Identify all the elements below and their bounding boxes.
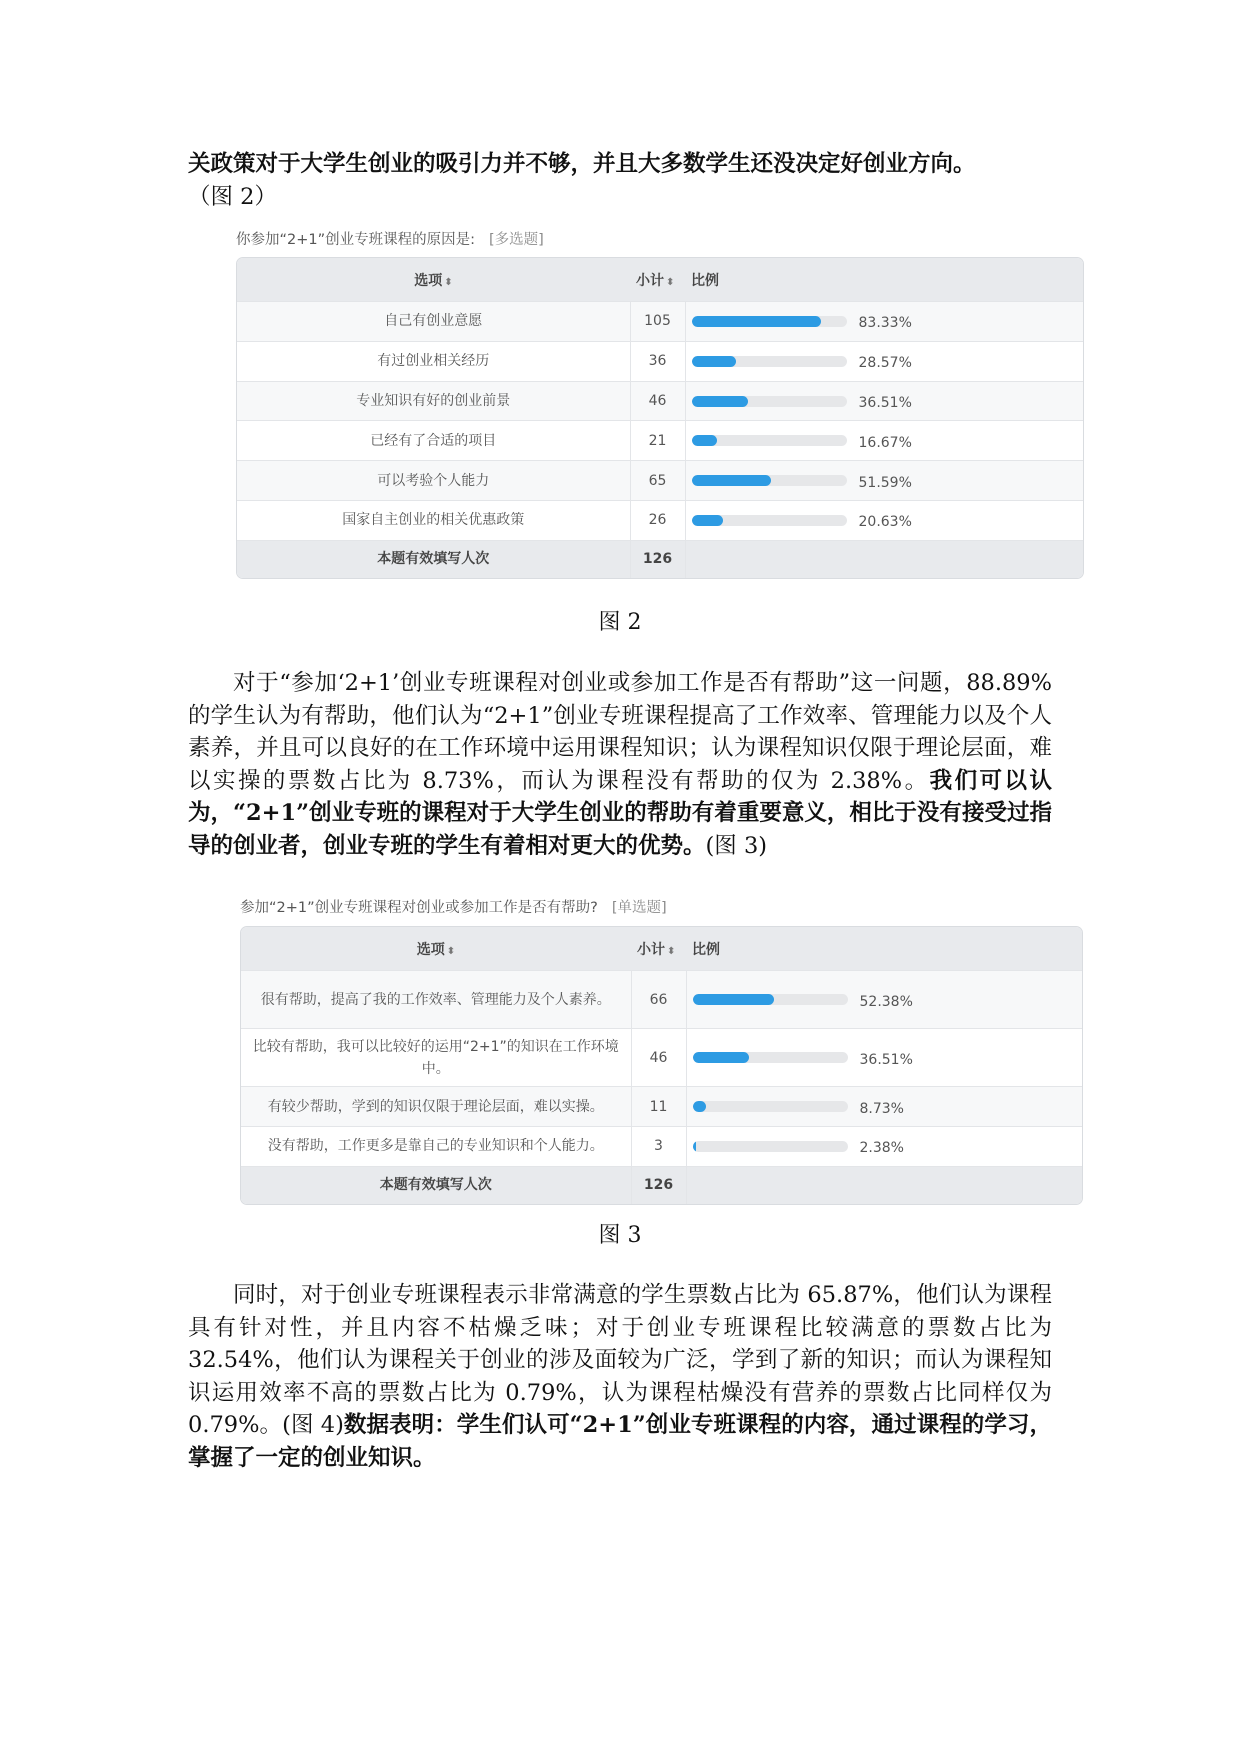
progress-bar	[693, 1101, 848, 1112]
table-total-row	[241, 1166, 1082, 1204]
progress-bar	[692, 356, 847, 367]
option-label: 专业知识有好的创业前景	[237, 381, 630, 421]
table-total-row	[237, 540, 1083, 578]
table-row	[237, 421, 1083, 461]
figure-caption-2: 图 2	[598, 610, 642, 635]
progress-bar	[693, 1052, 848, 1063]
figure-caption-3: 图 3	[598, 1223, 642, 1248]
intro-figure-ref: （图 2）	[188, 183, 277, 210]
ratio-percent: 2.38%	[859, 1140, 904, 1157]
ratio-cell	[685, 341, 1083, 381]
option-count: 105	[630, 302, 685, 342]
sort-icon: ⬍	[666, 276, 675, 288]
progress-fill	[692, 316, 821, 327]
progress-fill	[692, 515, 724, 526]
column-header-count[interactable]: 小计 ⬍	[630, 258, 685, 302]
ratio-cell	[686, 971, 1082, 1029]
progress-bar	[692, 316, 847, 327]
option-label: 很有帮助，提高了我的工作效率、管理能力及个人素养。	[241, 971, 631, 1029]
question-type-tag-1: [多选题]	[489, 232, 544, 248]
ratio-percent: 20.63%	[858, 514, 912, 531]
column-header-ratio: 比例	[686, 927, 1082, 971]
table-row	[241, 1127, 1082, 1167]
option-label: 自己有创业意愿	[237, 302, 630, 342]
progress-fill	[692, 356, 736, 367]
question-text-2: 参加“2+1”创业专班课程对创业或参加工作是否有帮助?	[240, 900, 598, 916]
help-bold-text: 我们可以认为，“2+1”创业专班的课程对于大学生创业的帮助有着重要意义，相比于没有接受过指导的创业者，创业专班的学生有着相对更大的优势。	[188, 767, 1052, 859]
table-row	[241, 1087, 1082, 1127]
progress-bar	[692, 435, 847, 446]
ratio-cell	[685, 501, 1083, 541]
table-row	[237, 302, 1083, 342]
progress-fill	[692, 475, 772, 486]
table-row	[237, 461, 1083, 501]
ratio-cell	[685, 381, 1083, 421]
ratio-percent: 52.38%	[859, 993, 913, 1010]
paragraph-satisfaction	[188, 1279, 1052, 1474]
total-label: 本题有效填写人次	[241, 1166, 631, 1204]
ratio-cell	[685, 461, 1083, 501]
column-header-option[interactable]: 选项 ⬍	[237, 258, 630, 302]
question-title-2	[240, 896, 667, 917]
progress-bar	[693, 1141, 848, 1152]
paragraph-help	[188, 667, 1052, 862]
results-table-1	[236, 257, 1084, 579]
sort-icon: ⬍	[667, 945, 676, 957]
sort-icon: ⬍	[444, 276, 453, 288]
table-row	[241, 971, 1082, 1029]
option-label: 比较有帮助，我可以比较好的运用“2+1”的知识在工作环境中。	[241, 1029, 631, 1087]
intro-bold-text: 关政策对于大学生创业的吸引力并不够，并且大多数学生还没决定好创业方向。	[188, 151, 976, 177]
satisfaction-bold-text: 数据表明：学生们认可“2+1”创业专班课程的内容，通过课程的学习，掌握了一定的创业知识。	[188, 1412, 1052, 1471]
option-count: 21	[630, 421, 685, 461]
option-count: 11	[631, 1087, 686, 1127]
option-count: 26	[630, 501, 685, 541]
question-type-tag-2: [单选题]	[611, 900, 667, 916]
ratio-percent: 8.73%	[859, 1100, 904, 1117]
option-label: 国家自主创业的相关优惠政策	[237, 501, 630, 541]
table-row	[237, 341, 1083, 381]
ratio-cell	[686, 1127, 1082, 1167]
ratio-percent: 36.51%	[858, 395, 912, 412]
total-empty-cell	[686, 1166, 1082, 1204]
progress-fill	[693, 1141, 697, 1152]
ratio-percent: 51.59%	[858, 474, 912, 491]
help-figure-ref: (图 3)	[705, 832, 768, 859]
column-header-option[interactable]: 选项 ⬍	[241, 927, 631, 971]
total-count: 126	[631, 1166, 686, 1204]
option-count: 66	[631, 971, 686, 1029]
ratio-percent: 28.57%	[858, 355, 912, 372]
results-table-2	[240, 926, 1083, 1205]
ratio-cell	[686, 1087, 1082, 1127]
table-header-row	[241, 927, 1082, 971]
question-text-1: 你参加“2+1”创业专班课程的原因是:	[236, 232, 476, 248]
option-count: 46	[631, 1029, 686, 1087]
progress-bar	[692, 396, 847, 407]
ratio-cell	[685, 421, 1083, 461]
ratio-cell	[686, 1029, 1082, 1087]
ratio-percent: 36.51%	[859, 1051, 913, 1068]
total-empty-cell	[685, 540, 1083, 578]
sort-icon: ⬍	[446, 945, 456, 957]
progress-fill	[693, 1052, 750, 1063]
ratio-percent: 16.67%	[858, 434, 912, 451]
help-text: 对于“参加‘2+1’创业专班课程对创业或参加工作是否有帮助”这一问题，88.89%的学生认为有帮助，他们认为“2+1”创业专班课程提高了工作效率、管理能力以及个人素养，并且可以良好的在工作环境中运用课程知识；认为课程知识仅限于理论层面，难以实操的票数占比为 8.73%，而认为课程没有帮助的仅为 2.38%。	[188, 670, 1052, 794]
ratio-cell	[685, 302, 1083, 342]
option-count: 3	[631, 1127, 686, 1167]
progress-bar	[692, 515, 847, 526]
satisfaction-text: 同时，对于创业专班课程表示非常满意的学生票数占比为 65.87%，他们认为课程具有针对性，并且内容不枯燥乏味；对于创业专班课程比较满意的票数占比为 32.54%，他们认为课程关于创业的涉及面较为广泛，学到了新的知识；而认为课程知识运用效率不高的票数占比为 0.79%，认为课程枯燥没有营养的票数占比同样仅为 0.79%。(图 4)	[188, 1282, 1052, 1438]
table-row	[241, 1029, 1082, 1087]
progress-fill	[693, 994, 774, 1005]
option-count: 36	[630, 341, 685, 381]
option-label: 已经有了合适的项目	[237, 421, 630, 461]
ratio-percent: 83.33%	[858, 315, 912, 332]
progress-fill	[692, 396, 749, 407]
option-label: 有较少帮助，学到的知识仅限于理论层面，难以实操。	[241, 1087, 631, 1127]
option-label: 有过创业相关经历	[237, 341, 630, 381]
progress-fill	[693, 1101, 707, 1112]
table-row	[237, 501, 1083, 541]
paragraph-intro	[188, 148, 1052, 213]
table-header-row	[237, 258, 1083, 302]
question-title-1	[236, 228, 544, 249]
progress-fill	[692, 435, 718, 446]
total-label: 本题有效填写人次	[237, 540, 630, 578]
option-label: 可以考验个人能力	[237, 461, 630, 501]
option-count: 46	[630, 381, 685, 421]
progress-bar	[692, 475, 847, 486]
table-row	[237, 381, 1083, 421]
progress-bar	[693, 994, 848, 1005]
option-label: 没有帮助，工作更多是靠自己的专业知识和个人能力。	[241, 1127, 631, 1167]
option-count: 65	[630, 461, 685, 501]
total-count: 126	[630, 540, 685, 578]
column-header-count[interactable]: 小计 ⬍	[631, 927, 686, 971]
column-header-ratio: 比例	[685, 258, 1083, 302]
